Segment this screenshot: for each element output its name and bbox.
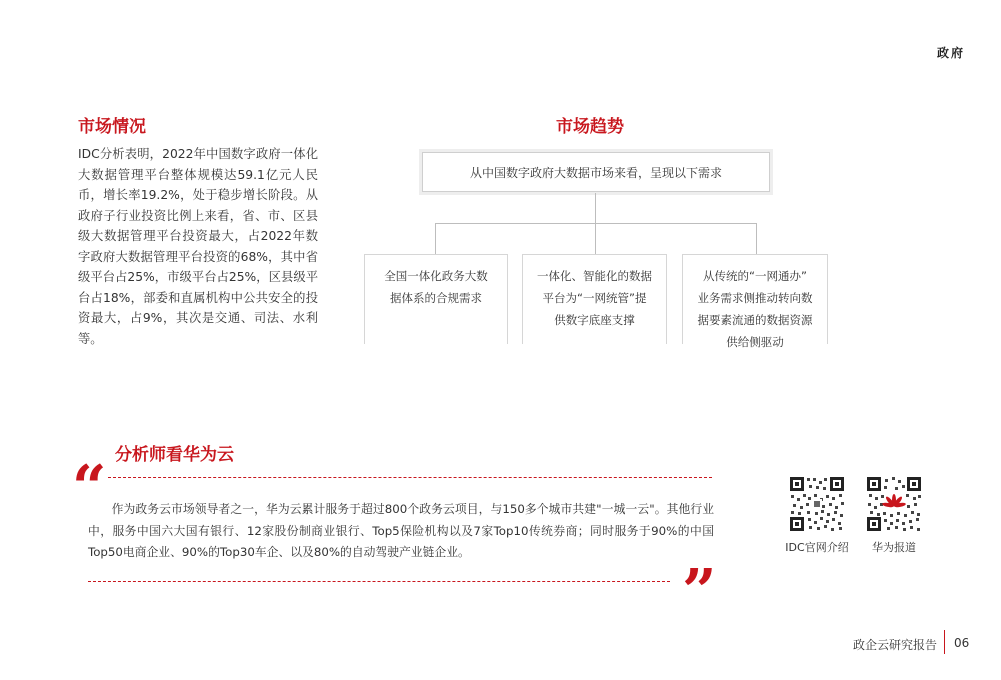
market-title: 市场情况 [78, 117, 146, 137]
analyst-title: 分析师看华为云 [115, 445, 234, 465]
card-line: 全国一体化政务大数 [384, 269, 488, 283]
trend-card-3 [682, 254, 828, 349]
market-paragraph: IDC分析表明，2022年中国数字政府一体化大数据管理平台整体规模达59.1亿元人民币，增长率19.2%，处于稳步增长阶段。从政府子行业投资比例上来看，省、市、区县级大数据管理平台投资最大，占2022年数字政府大数据管理平台投资的68%，其中省级平台占25%，市级平台占25%，区县级平台占18%，部委和直属机构中公共安全的投资最大，占9%，其次是交通、司法、水利等。 [78, 147, 318, 346]
card-line: 业务需求侧推动转向数 [697, 291, 813, 305]
trend-title: 市场趋势 [556, 117, 624, 137]
card-line: 从传统的“一网通办” [703, 269, 807, 283]
qr-code-huawei [866, 476, 922, 532]
card-line: 平台为“一网统管”提 [542, 291, 647, 305]
section-tag: 政府 [936, 46, 965, 60]
footer-divider [944, 630, 945, 654]
card-line: 一体化、智能化的数据 [537, 269, 652, 283]
connector-left [435, 223, 436, 254]
close-quote-icon: ” [682, 557, 717, 627]
connector-vertical [595, 193, 596, 223]
trend-top-box [422, 152, 770, 192]
trend-card-1 [364, 254, 508, 344]
qr-label-idc: IDC官网介绍 [785, 541, 849, 554]
analyst-body: 作为政务云市场领导者之一，华为云累计服务于超过800个政务云项目，与150多个城市共建"一城一云"。其他行业中，服务中国六大国有银行、12家股份制商业银行、Top5保险机构以及7家Top10传统券商；同时服务于90%的中国Top50电商企业、90%的Top30车企、以及80%的自动驾驶产业链企业。 [88, 502, 714, 559]
divider-bottom [88, 581, 670, 582]
footer-report-name: 政企云研究报告 [852, 638, 937, 652]
card-line: 供给侧驱动 [726, 335, 784, 349]
card-line: 据体系的合规需求 [390, 291, 482, 305]
qr-label-huawei: 华为报道 [872, 541, 916, 554]
card-line: 据要素流通的数据资源 [697, 313, 813, 327]
qr-code-idc [789, 476, 845, 532]
market-body [78, 144, 318, 349]
trend-top-text: 从中国数字政府大数据市场来看，呈现以下需求 [469, 165, 722, 180]
connector-right [756, 223, 757, 254]
card-line: 供数字底座支撑 [554, 313, 635, 327]
page-number: 06 [954, 636, 970, 650]
open-quote-icon: “ [72, 453, 107, 523]
divider-top [108, 477, 712, 478]
trend-card-2 [522, 254, 667, 344]
connector-middle [595, 223, 596, 254]
